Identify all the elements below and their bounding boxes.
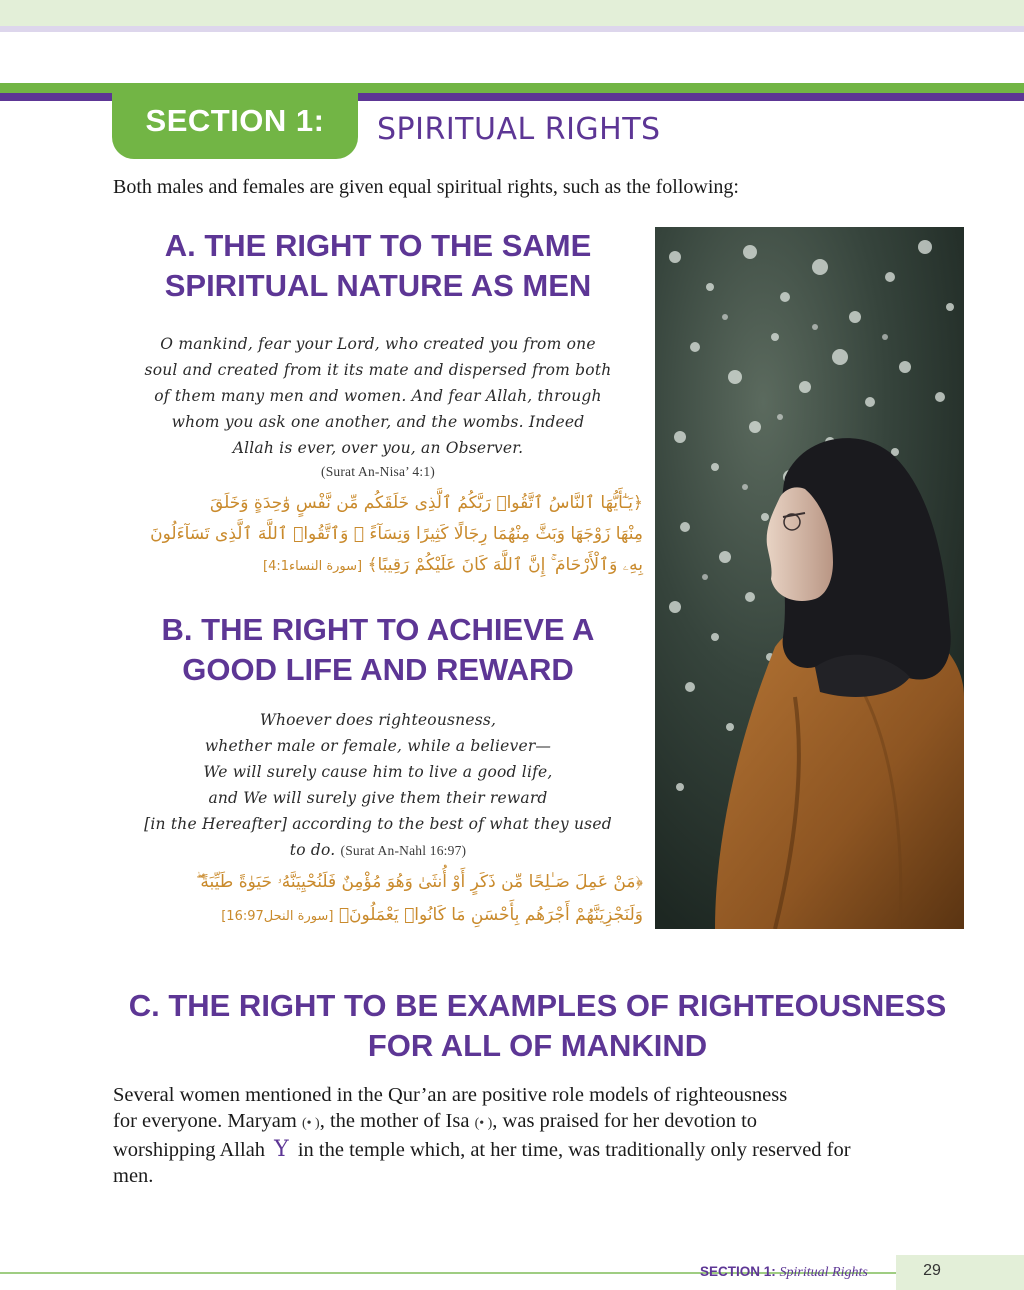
footer-section-subtitle: Spiritual Rights	[779, 1265, 868, 1280]
quote-line: soul and created from it its mate and dispersed from both	[144, 361, 612, 379]
heading-part-c	[105, 986, 970, 1066]
intro-text: Both males and females are given equal spiritual rights, such as the following:	[113, 176, 739, 198]
body-text-segment: , was praised for her devotion to	[492, 1110, 758, 1132]
arabic-verse-part-b	[113, 866, 643, 933]
body-line: Several women mentioned in the Qur’an are positive role models of righteousness	[113, 1084, 788, 1106]
quote-line: [in the Hereafter] according to the best of what they used	[144, 815, 612, 833]
footer-section-number: SECTION 1:	[700, 1264, 776, 1279]
quote-line: to do.	[289, 841, 336, 859]
quote-line: Whoever does righteousness,	[259, 711, 497, 729]
top-band-line	[0, 26, 1024, 32]
quote-part-b	[113, 707, 643, 864]
quote-line: We will surely cause him to live a good life,	[203, 763, 553, 781]
heading-part-c-line-2: FOR ALL OF MANKIND	[367, 1028, 708, 1063]
arabic-line: وَلَنَجْزِيَنَّهُمْ أَجْرَهُم بِأَحْسَنِ مَا كَانُوا۟ يَعْمَلُونَ﴾	[338, 905, 643, 925]
section-tab	[112, 83, 358, 159]
page-number: 29	[923, 1262, 941, 1279]
quote-line: and We will surely give them their reward	[208, 789, 548, 807]
honorific-glyph: (• )	[301, 1116, 320, 1131]
photo-illustration	[655, 227, 964, 929]
quote-line: Allah is ever, over you, an Observer.	[232, 439, 524, 457]
arabic-line: ﴿يَـٰٓأَيُّهَا ٱلنَّاسُ ٱتَّقُوا۟ رَبَّكُمُ ٱلَّذِى خَلَقَكُم مِّن نَّفْسٍ وَٰحِدَةٍ وَخَلَقَ	[209, 493, 643, 513]
quote-line: whether male or female, while a believer—	[204, 737, 552, 755]
allah-honorific-glyph: Y	[274, 1137, 289, 1162]
honorific-glyph: (• )	[474, 1116, 493, 1131]
section-tab-label: SECTION 1:	[145, 103, 325, 138]
quote-line-last	[113, 837, 643, 864]
woman-in-hijab-photo	[655, 227, 964, 929]
arabic-ref-part-a: [سورة النساء4:1]	[263, 559, 363, 574]
body-line	[113, 1108, 973, 1137]
body-text-segment: worshipping Allah	[113, 1139, 271, 1161]
heading-part-b-line-1: B. THE RIGHT TO ACHIEVE A	[161, 612, 595, 647]
heading-part-b-line-2: GOOD LIFE AND REWARD	[182, 652, 574, 687]
body-text-segment: , the mother of Isa	[319, 1110, 475, 1132]
citation-part-a: (Surat An-Nisa’ 4:1)	[321, 464, 435, 479]
arabic-verse-part-a	[113, 488, 643, 582]
arabic-line-last	[113, 899, 643, 933]
quote-part-a	[113, 331, 643, 485]
quote-line: of them many men and women. And fear Allah, through	[154, 387, 602, 405]
quote-line: whom you ask one another, and the wombs. Indeed	[171, 413, 585, 431]
heading-part-a	[113, 226, 643, 306]
heading-part-a-line-2: SPIRITUAL NATURE AS MEN	[164, 268, 592, 303]
body-text-segment: for everyone. Maryam	[113, 1110, 302, 1132]
arabic-line: بِهِۦ وَٱلْأَرْحَامَ ۚ إِنَّ ٱللَّهَ كَانَ عَلَيْكُمْ رَقِيبًا﴾	[367, 555, 643, 575]
citation-part-b: (Surat An-Nahl 16:97)	[340, 843, 467, 858]
arabic-line: مِنْهَا زَوْجَهَا وَبَثَّ مِنْهُمَا رِجَالًا كَثِيرًا وَنِسَآءً ۚ وَٱتَّقُوا۟ ٱللَّهَ ٱلَّذِى تَسَآءَلُونَ	[150, 524, 643, 544]
arabic-line: ﴿مَنْ عَمِلَ صَـٰلِحًا مِّن ذَكَرٍ أَوْ أُنثَىٰ وَهُوَ مُؤْمِنٌ فَلَنُحْيِيَنَّهُۥ حَيَوٰةً طَيِّبَةً ۖ	[196, 872, 643, 892]
body-line: men.	[113, 1165, 154, 1187]
quote-line: O mankind, fear your Lord, who created you from one	[160, 335, 596, 353]
arabic-line-last	[113, 550, 643, 582]
heading-part-a-line-1: A. THE RIGHT TO THE SAME	[164, 228, 592, 263]
body-line	[113, 1137, 973, 1163]
top-band	[0, 0, 1024, 26]
heading-part-c-line-1: C. THE RIGHT TO BE EXAMPLES OF RIGHTEOUSNESS	[128, 988, 947, 1023]
section-title: SPIRITUAL RIGHTS	[377, 112, 661, 147]
arabic-ref-part-b: [سورة النحل16:97]	[221, 909, 334, 924]
body-text-segment: in the temple which, at her time, was traditionally only reserved for	[292, 1139, 851, 1161]
footer-section-label	[700, 1264, 868, 1281]
body-paragraph-part-c	[113, 1082, 973, 1189]
heading-part-b	[113, 610, 643, 690]
